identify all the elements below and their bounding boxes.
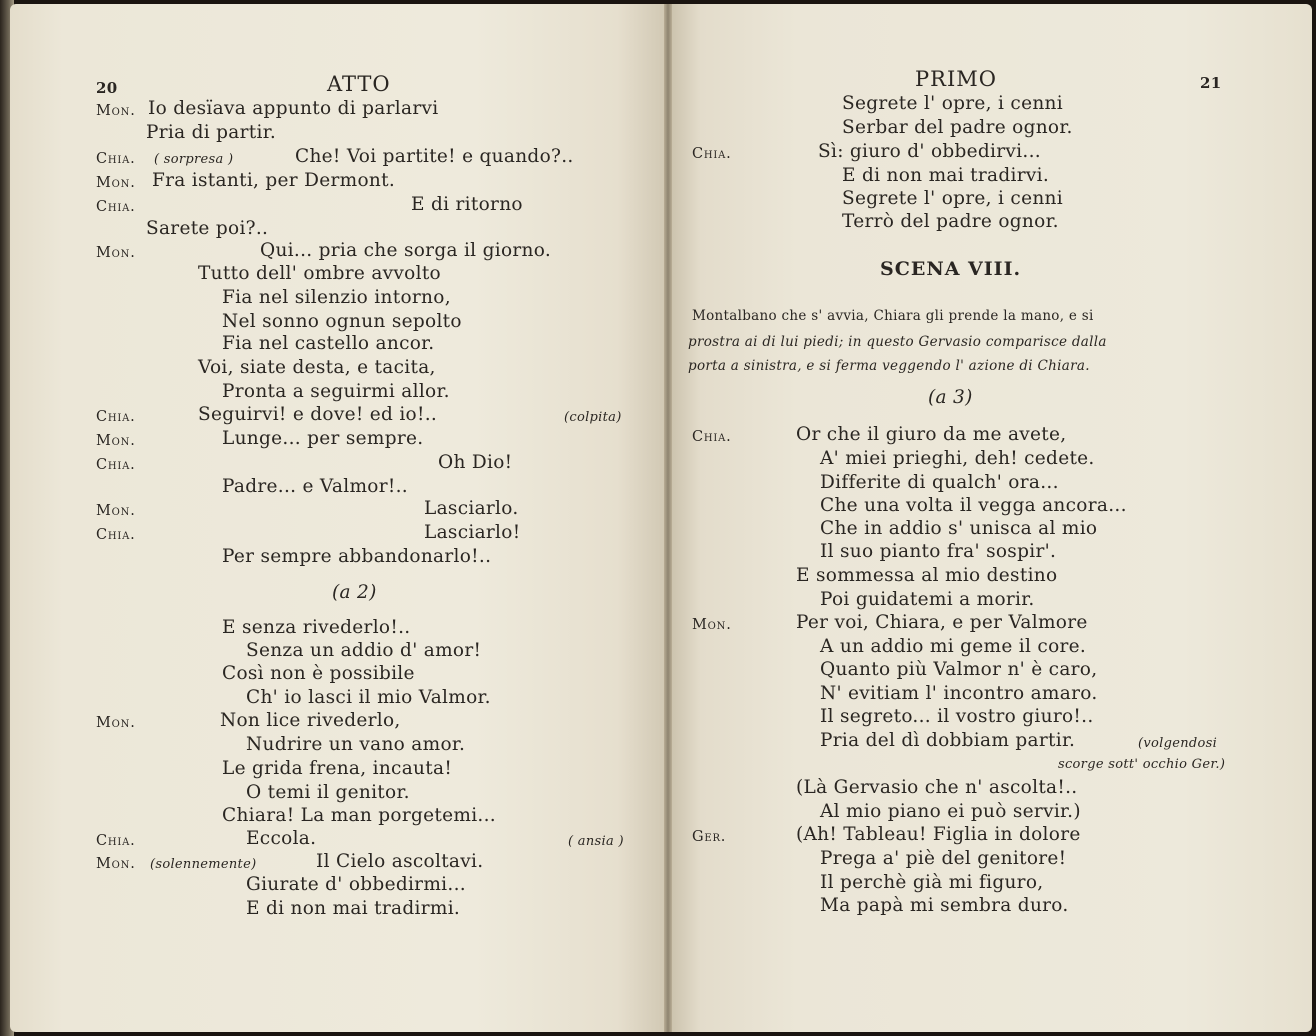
speaker-label: Chia. <box>96 151 136 167</box>
page-number-right: 21 <box>1200 74 1222 92</box>
verse-line: Il perchè già mi figuro, <box>820 872 1044 893</box>
verse-line: Poi guidatemi a morir. <box>820 589 1035 610</box>
verse-line: Lunge... per sempre. <box>222 428 424 449</box>
verse-line: Giurate d' obbedirmi... <box>246 874 466 895</box>
speaker-label: Mon. <box>692 617 732 633</box>
verse-line: Che in addio s' unisca al mio <box>820 518 1098 539</box>
verse-line: Ch' io lasci il mio Valmor. <box>246 687 491 708</box>
verse-line: Chiara! La man porgetemi... <box>222 805 496 826</box>
verse-line: Lasciarlo! <box>424 522 521 543</box>
verse-line: Quanto più Valmor n' è caro, <box>820 659 1098 680</box>
verse-line: Voi, siate desta, e tacita, <box>198 357 436 378</box>
verse-line: Il Cielo ascoltavi. <box>316 851 484 872</box>
scene-title: SCENA VIII. <box>880 258 1022 280</box>
verse-line: Serbar del padre ognor. <box>842 117 1073 138</box>
verse-line: Eccola. <box>246 828 317 849</box>
speaker-label: Mon. <box>96 715 136 731</box>
stage-direction-line: porta a sinistra, e si ferma veggendo l' azione di Chiara. <box>688 358 1090 374</box>
verse-line: Oh Dio! <box>438 452 513 473</box>
verse-line: Al mio piano ei può servir.) <box>820 801 1081 822</box>
speaker-label: Chia. <box>96 199 136 215</box>
speaker-label: Mon. <box>96 245 136 261</box>
verse-line: Padre... e Valmor!.. <box>222 476 408 497</box>
verse-line: (Là Gervasio che n' ascolta!.. <box>796 777 1078 798</box>
verse-line: Per voi, Chiara, e per Valmore <box>796 612 1088 633</box>
verse-line: (Ah! Tableau! Figlia in dolore <box>796 824 1081 845</box>
verse-line: Pria del dì dobbiam partir. <box>820 730 1076 751</box>
verse-line: Sì: giuro d' obbedirvi... <box>818 141 1041 162</box>
running-head-left: ATTO <box>327 72 391 96</box>
speaker-label: Chia. <box>96 409 136 425</box>
verse-line: Tutto dell' ombre avvolto <box>198 263 441 284</box>
verse-line: Senza un addio d' amor! <box>246 640 482 661</box>
verse-line: Il segreto... il vostro giuro!.. <box>820 706 1094 727</box>
verse-line: (a 2) <box>332 582 377 603</box>
verse-line: Fia nel castello ancor. <box>222 333 435 354</box>
speaker-label: Mon. <box>96 856 136 872</box>
stage-direction-line: prostra ai di lui piedi; in questo Gervasio comparisce dalla <box>688 334 1107 350</box>
verse-line: Nudrire un vano amor. <box>246 734 466 755</box>
speaker-label: Ger. <box>692 829 727 845</box>
verse-line: N' evitiam l' incontro amaro. <box>820 683 1098 704</box>
verse-line: Nel sonno ognun sepolto <box>222 311 462 332</box>
verse-line: Che una volta il vegga ancora... <box>820 495 1127 516</box>
speaker-label: Chia. <box>96 457 136 473</box>
verse-line: E sommessa al mio destino <box>796 565 1058 586</box>
verse-line: Io desïava appunto di parlarvi <box>148 98 439 119</box>
verse-line: Pronta a seguirmi allor. <box>222 381 450 402</box>
verse-line: A' miei prieghi, deh! cedete. <box>820 448 1095 469</box>
speaker-label: Mon. <box>96 175 136 191</box>
verse-line: Pria di partir. <box>146 122 277 143</box>
verse-line: Prega a' piè del genitore! <box>820 848 1067 869</box>
verse-line: Differite di qualch' ora... <box>820 472 1059 493</box>
verse-line: Fra istanti, per Dermont. <box>152 170 396 191</box>
verse-line: O temi il genitor. <box>246 782 410 803</box>
verse-line: Che! Voi partite! e quando?.. <box>295 146 574 167</box>
verse-line: E senza rivederlo!.. <box>222 617 411 638</box>
stage-note: ( sorpresa ) <box>154 152 234 167</box>
verse-line: Fia nel silenzio intorno, <box>222 287 451 308</box>
speaker-label: Chia. <box>96 527 136 543</box>
stage-direction-line: Montalbano che s' avvia, Chiara gli prende la mano, e si <box>692 308 1094 324</box>
speaker-label: Mon. <box>96 433 136 449</box>
speaker-label: Mon. <box>96 103 136 119</box>
verse-line: Le grida frena, incauta! <box>222 758 453 779</box>
ensemble-marker: (a 3) <box>928 387 973 408</box>
stage-note: scorge sott' occhio Ger.) <box>1058 757 1226 772</box>
speaker-label: Chia. <box>692 429 732 445</box>
verse-line: A un addio mi geme il core. <box>820 636 1087 657</box>
speaker-label: Mon. <box>96 503 136 519</box>
speaker-label: Chia. <box>692 146 732 162</box>
verse-line: Sarete poi?.. <box>146 218 269 239</box>
verse-line: Qui... pria che sorga il giorno. <box>260 240 552 261</box>
running-head-right: PRIMO <box>915 67 997 91</box>
verse-line: Non lice rivederlo, <box>220 710 401 731</box>
verse-line: Il suo pianto fra' sospir'. <box>820 541 1057 562</box>
verse-line: E di non mai tradirvi. <box>842 165 1050 186</box>
stage-note: ( ansia ) <box>568 834 624 849</box>
verse-line: E di non mai tradirmi. <box>246 898 461 919</box>
verse-line: Terrò del padre ognor. <box>842 211 1059 232</box>
verse-line: Ma papà mi sembra duro. <box>820 895 1069 916</box>
stage-note: (solennemente) <box>150 857 257 872</box>
verse-line: Segrete l' opre, i cenni <box>842 188 1063 209</box>
verse-line: Lasciarlo. <box>424 498 519 519</box>
speaker-label: Chia. <box>96 833 136 849</box>
verse-line: Seguirvi! e dove! ed io!.. <box>198 404 438 425</box>
stage-note: (volgendosi <box>1138 736 1218 751</box>
stage-note: (colpita) <box>564 410 622 425</box>
verse-line: Per sempre abbandonarlo!.. <box>222 546 492 567</box>
verse-line: Così non è possibile <box>222 663 415 684</box>
verse-line: E di ritorno <box>411 194 523 215</box>
book-gutter <box>664 4 672 1032</box>
page-number-left: 20 <box>96 79 118 97</box>
verse-line: Segrete l' opre, i cenni <box>842 93 1063 114</box>
verse-line: Or che il giuro da me avete, <box>796 424 1067 445</box>
